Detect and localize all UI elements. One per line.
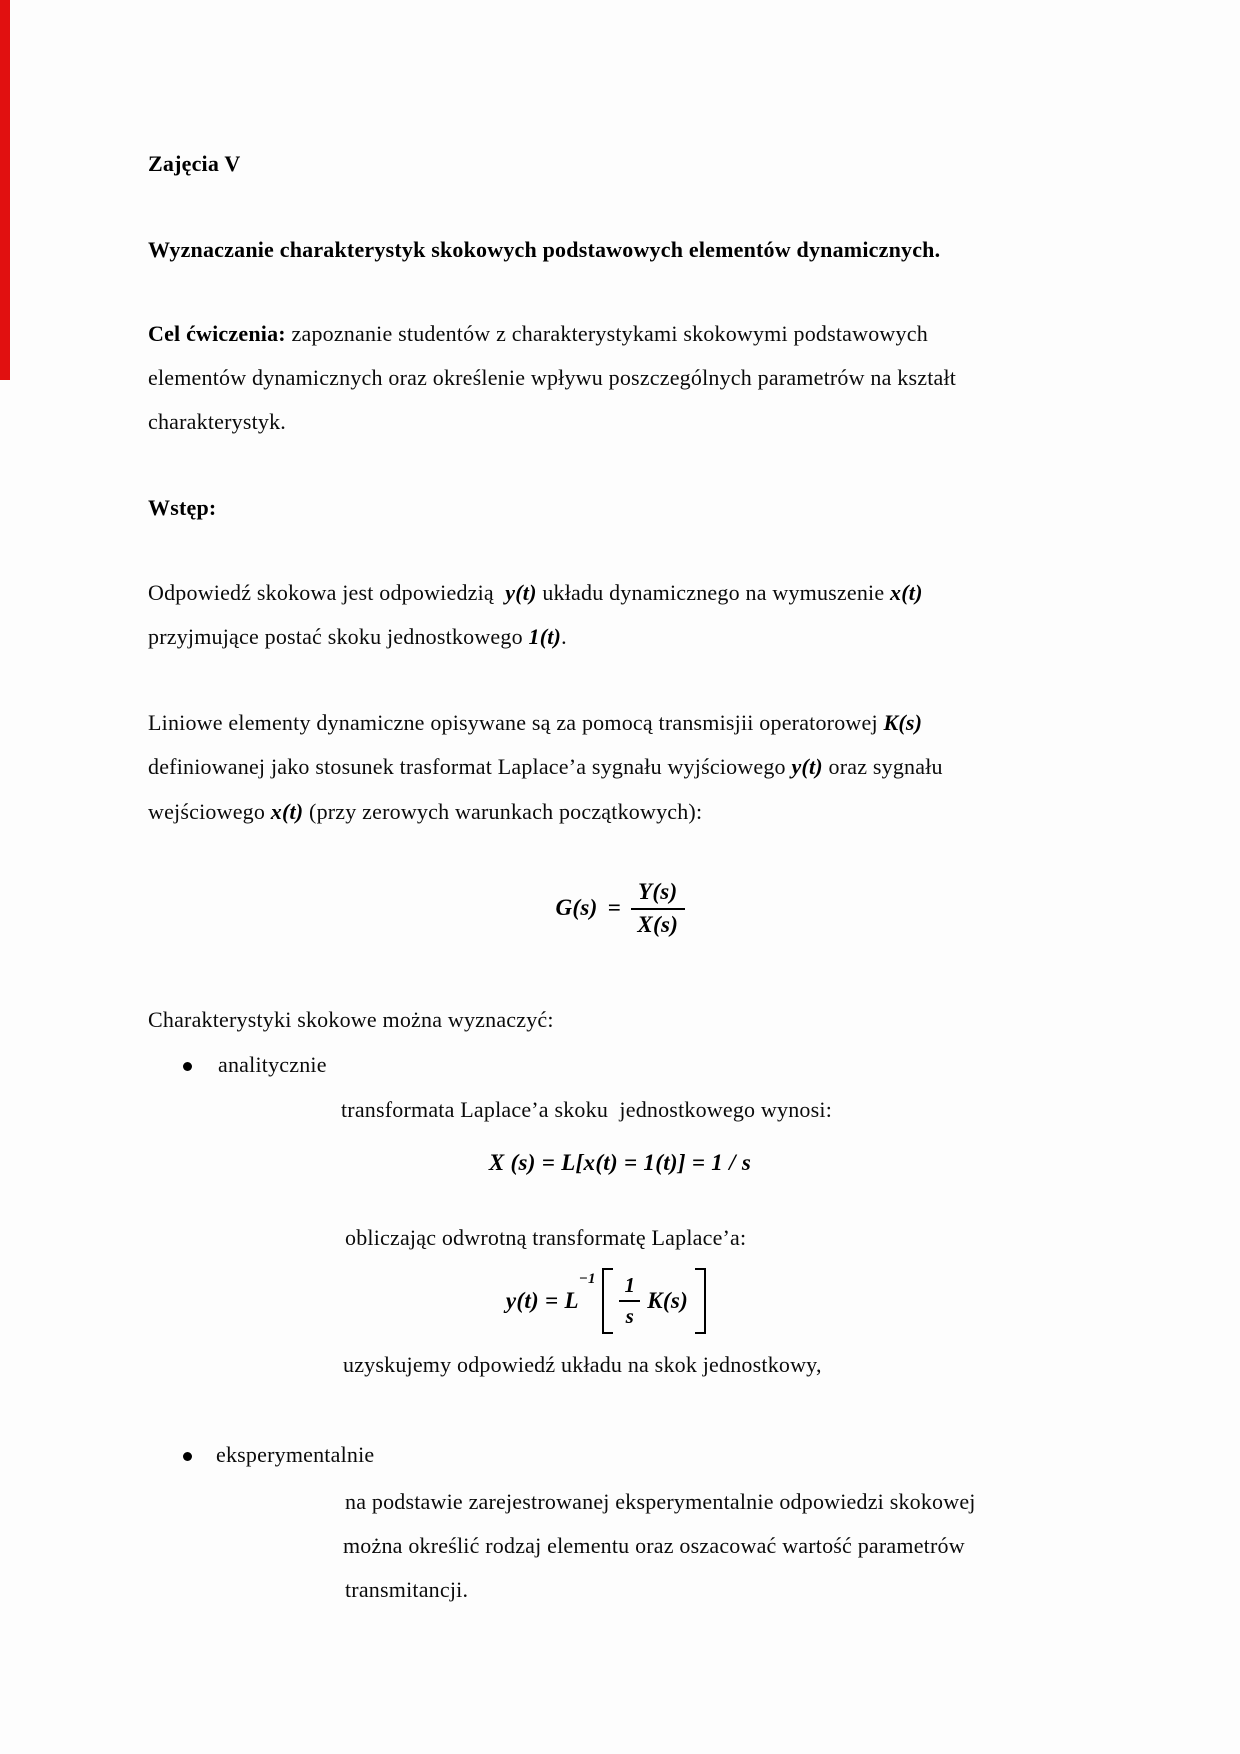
linear-elements-line-1 [148,709,922,736]
analytic-sub-line-2: obliczając odwrotną transformatę Laplace’a: [345,1225,747,1250]
formula-g-fraction [631,879,685,938]
formula-laplace-step-x [0,1146,1240,1180]
step-response-text-4: . [561,624,567,649]
formula-y-exponent: −1 [578,1271,596,1287]
experimental-line-3: transmitancji. [345,1577,469,1602]
formula-y-denominator: s [625,1304,635,1328]
goal-text-1: zapoznanie studentów z charakterystykami skokowymi podstawowych [285,321,928,346]
math-y-of-t-2: y(t) [791,754,823,779]
formula-g-equals: = [607,895,621,920]
linear-elements-line-3 [148,798,702,825]
step-response-line-1 [148,579,923,606]
step-response-line-2 [148,623,567,650]
analytic-sub-line-1: transformata Laplace’a skoku jednostkowego wynosi: [341,1097,833,1122]
left-bracket [602,1268,613,1334]
formula-y-pre: y(t) = L [505,1288,579,1313]
formula-g-numerator: Y(s) [631,879,685,910]
step-response-text-2: układu dynamicznego na wymuszenie [536,580,891,605]
goal-line-3: charakterystyk. [148,409,286,434]
bullet-analytic-label: analitycznie [218,1052,327,1077]
goal-line-2: elementów dynamicznych oraz określenie wpływu poszczególnych parametrów na kształt [148,365,957,390]
doc-title: Zajęcia V [148,151,241,176]
linear-text-2: definiowanej jako stosunek trasformat Laplace’a sygnału wyjściowego [148,754,792,779]
experimental-line-1: na podstawie zarejestrowanej eksperymentalnie odpowiedzi skokowej [345,1489,976,1514]
linear-elements-line-2 [148,753,943,780]
bullet-experimental-label: eksperymentalnie [216,1442,375,1467]
math-K-of-s: K(s) [883,710,923,735]
math-unit-step: 1(t) [528,624,562,649]
linear-text-4: wejściowego [148,799,271,824]
formula-x-text: X (s) = L[x(t) = 1(t)] = 1 / s [488,1150,752,1175]
goal-label: Cel ćwiczenia: [148,321,286,346]
math-y-of-t: y(t) [505,580,537,605]
formula-g-denominator: X(s) [637,911,679,937]
linear-text-5: (przy zerowych warunkach początkowych): [303,799,703,824]
linear-text-1: Liniowe elementy dynamiczne opisywane są za pomocą transmisjii operatorowej [148,710,884,735]
analytic-sub-line-3: uzyskujemy odpowiedź układu na skok jednostkowy, [343,1352,822,1377]
formula-inverse-laplace-y [0,1265,1226,1337]
bullet-dot-experimental [183,1452,192,1461]
math-x-of-t-2: x(t) [270,799,304,824]
right-bracket [695,1268,706,1334]
scan-edge-red-bar [0,0,10,380]
characteristics-header: Charakterystyki skokowe można wyznaczyć: [148,1007,554,1032]
formula-y-post: K(s) [647,1288,689,1313]
formula-g-lhs: G(s) [555,895,598,920]
goal-line-1 [148,320,928,347]
math-x-of-t: x(t) [890,580,923,605]
formula-y-numerator: 1 [619,1273,640,1302]
formula-y-fraction [619,1273,640,1329]
formula-transmittance-g [0,874,1240,942]
step-response-text-1: Odpowiedź skokowa jest odpowiedzią [148,580,506,605]
bullet-dot-analytic [183,1062,192,1071]
doc-heading: Wyznaczanie charakterystyk skokowych podstawowych elementów dynamicznych. [148,237,941,262]
experimental-line-2: można określić rodzaj elementu oraz oszacować wartość parametrów [343,1533,965,1558]
linear-text-3: oraz sygnału [822,754,943,779]
intro-heading: Wstęp: [148,495,217,520]
step-response-text-3: przyjmujące postać skoku jednostkowego [148,624,529,649]
